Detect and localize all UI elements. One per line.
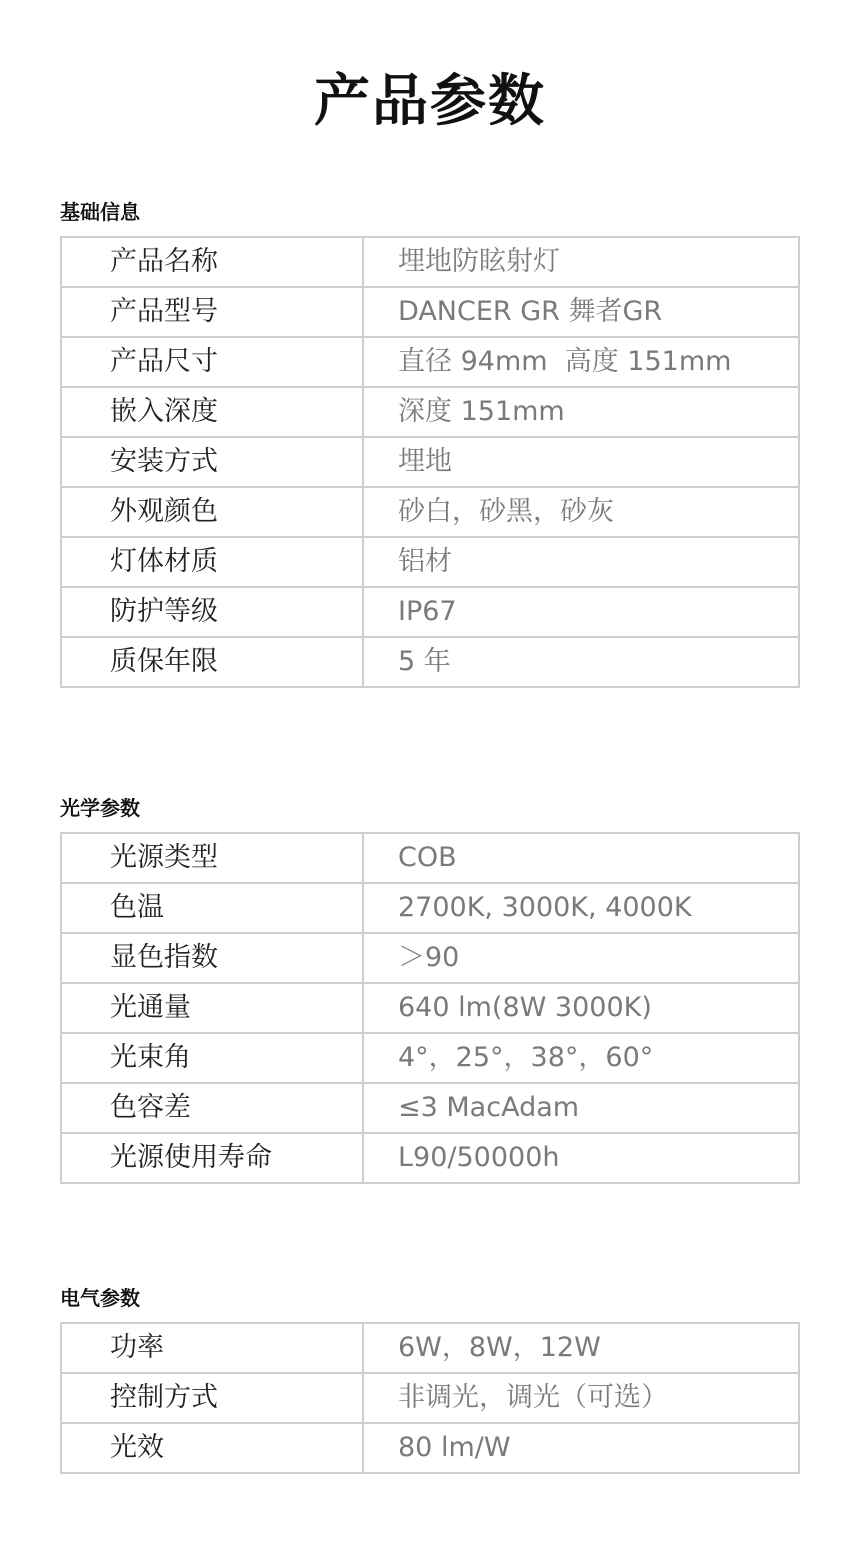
row-label: 色温 [61,883,363,933]
row-value: 非调光，调光（可选） [363,1373,799,1423]
table-row [61,833,799,883]
row-value: 直径 94mm 高度 151mm [363,337,799,387]
row-value: L90/50000h [363,1133,799,1183]
row-value: DANCER GR 舞者GR [363,287,799,337]
row-label: 产品名称 [61,237,363,287]
row-value: ＞90 [363,933,799,983]
row-label: 光源类型 [61,833,363,883]
basic-info-table [60,236,800,688]
row-value: 6W，8W，12W [363,1323,799,1373]
table-row [61,1083,799,1133]
table-row [61,1133,799,1183]
section-title-optical-params: 光学参数 [60,796,140,820]
row-value: IP67 [363,587,799,637]
row-label: 色容差 [61,1083,363,1133]
row-value: COB [363,833,799,883]
table-row [61,1033,799,1083]
row-value: 2700K, 3000K, 4000K [363,883,799,933]
row-label: 显色指数 [61,933,363,983]
row-label: 安装方式 [61,437,363,487]
optical-params-table [60,832,800,1184]
table-row [61,487,799,537]
row-label: 嵌入深度 [61,387,363,437]
table-row [61,587,799,637]
section-title-electrical-params: 电气参数 [60,1286,140,1310]
table-row [61,1423,799,1473]
table-row [61,287,799,337]
row-value: 埋地防眩射灯 [363,237,799,287]
section-title-basic-info: 基础信息 [60,200,140,224]
row-label: 产品尺寸 [61,337,363,387]
row-label: 光源使用寿命 [61,1133,363,1183]
row-label: 光效 [61,1423,363,1473]
row-value: 砂白，砂黑，砂灰 [363,487,799,537]
table-row [61,387,799,437]
row-label: 产品型号 [61,287,363,337]
table-row [61,983,799,1033]
page-title: 产品参数 [314,69,546,134]
row-label: 质保年限 [61,637,363,687]
row-value: 5 年 [363,637,799,687]
row-value: 640 lm(8W 3000K) [363,983,799,1033]
table-row [61,1323,799,1373]
row-label: 防护等级 [61,587,363,637]
row-label: 光通量 [61,983,363,1033]
row-value: ≤3 MacAdam [363,1083,799,1133]
row-value: 80 lm/W [363,1423,799,1473]
table-row [61,1373,799,1423]
electrical-params-table [60,1322,800,1474]
table-row [61,237,799,287]
row-value: 埋地 [363,437,799,487]
row-value: 铝材 [363,537,799,587]
table-row [61,933,799,983]
table-row [61,637,799,687]
row-value: 4°，25°，38°，60° [363,1033,799,1083]
row-label: 外观颜色 [61,487,363,537]
table-row [61,537,799,587]
row-label: 功率 [61,1323,363,1373]
table-row [61,883,799,933]
row-label: 灯体材质 [61,537,363,587]
table-row [61,437,799,487]
row-value: 深度 151mm [363,387,799,437]
row-label: 光束角 [61,1033,363,1083]
table-row [61,337,799,387]
row-label: 控制方式 [61,1373,363,1423]
